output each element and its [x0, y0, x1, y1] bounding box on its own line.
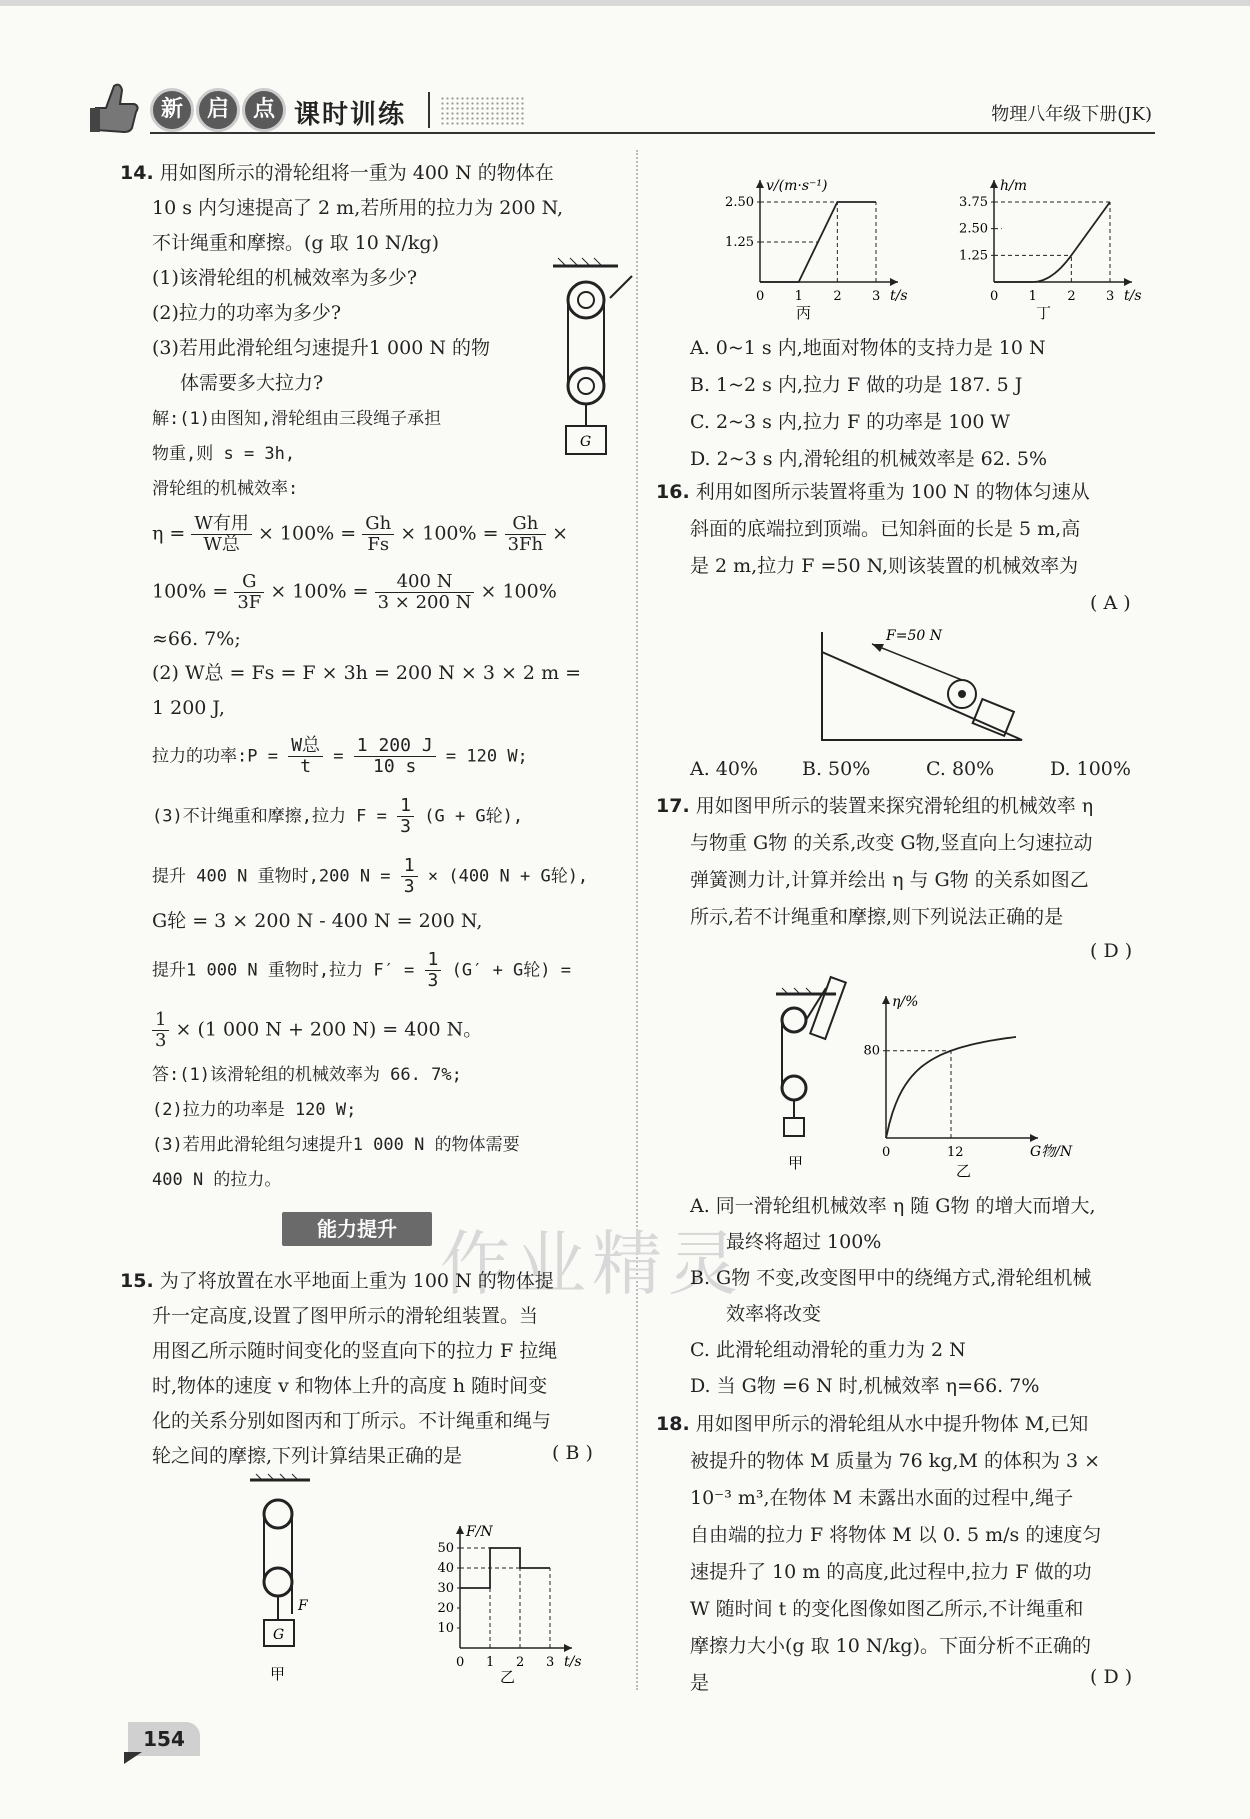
x-axis-label: G物/N: [1030, 1144, 1073, 1160]
q15-line: 用图乙所示随时间变化的竖直向下的拉力 F 拉绳: [152, 1340, 558, 1362]
q16-line: 利用如图所示装置将重为 100 N 的物体匀速从: [695, 481, 1090, 503]
q14-line: 用如图所示的滑轮组将一重为 400 N 的物体在: [159, 162, 554, 184]
q16-force-label: F=50 N: [886, 628, 942, 644]
q15-line: 升一定高度,设置了图甲所示的滑轮组装置。当: [152, 1305, 539, 1327]
q15-option-c[interactable]: C. 2~3 s 内,拉力 F 的功率是 100 W: [690, 411, 1011, 433]
text: 提升1 000 N 重物时,拉力 F′ =: [152, 960, 415, 981]
q17-option-b-cont: 效率将改变: [726, 1303, 822, 1325]
q15-text: [120, 1264, 557, 1474]
y-axis-label: F/N: [466, 1524, 493, 1540]
denominator: 3: [403, 876, 415, 897]
q14-number: 14.: [120, 162, 154, 184]
q17-option-b[interactable]: B. G物 不变,改变图甲中的绕绳方式,滑轮组机械: [690, 1267, 1092, 1289]
q17-option-a[interactable]: A. 同一滑轮组机械效率 η 随 G物 的增大而增大,: [690, 1195, 1096, 1217]
q16-number: 16.: [656, 481, 690, 503]
q15-label-F: F: [298, 1598, 308, 1614]
header-dots: [440, 96, 524, 126]
fraction: [425, 950, 442, 991]
q15-chart-bing: [716, 160, 906, 320]
y-tick-label: 40: [437, 1561, 454, 1576]
q14-power: [152, 736, 528, 777]
x-tick-label: 12: [947, 1145, 964, 1160]
header-separator: [428, 92, 430, 128]
q15-option-a[interactable]: A. 0~1 s 内,地面对物体的支持力是 10 N: [690, 337, 1046, 359]
q17-caption-jia: 甲: [788, 1154, 804, 1172]
fraction: [375, 572, 475, 613]
x-axis-label: t/s: [890, 288, 908, 304]
q14-fig-label: G: [580, 434, 592, 450]
operator: × 100% =: [257, 522, 357, 545]
q14-answers: [152, 1058, 520, 1198]
q17-line: 弹簧测力计,计算并绘出 η 与 G物 的关系如图乙: [690, 869, 1089, 891]
operator: ×: [552, 522, 569, 545]
x-tick-label: 1: [486, 1655, 495, 1670]
x-tick-label: 0: [756, 289, 765, 304]
q16-line: 是 2 m,拉力 F =50 N,则该装置的机械效率为: [690, 555, 1079, 577]
denominator: 3 × 200 N: [377, 592, 472, 613]
q14-approx: ≈66. 7%;: [152, 628, 241, 650]
q14-pulley-figure: [548, 258, 638, 458]
q15-line: 轮之间的摩擦,下列计算结果正确的是: [152, 1445, 463, 1467]
header-rule: [150, 132, 1155, 134]
series-line: [994, 202, 1110, 282]
q14-answer-line: 答:(1)该滑轮组的机械效率为 66. 7%;: [152, 1065, 462, 1085]
thumbs-up-icon: [88, 80, 140, 136]
numerator: W总: [288, 736, 323, 757]
q18-line: W 随时间 t 的变化图像如图乙所示,不计绳重和: [690, 1598, 1084, 1620]
top-border: [0, 0, 1250, 6]
q18-line: 自由端的拉力 F 将物体 M 以 0. 5 m/s 的速度匀: [690, 1524, 1102, 1546]
q15-fig-jia: [240, 1474, 320, 1684]
q17-option-c[interactable]: C. 此滑轮组动滑轮的重力为 2 N: [690, 1339, 966, 1361]
x-tick-label: 0: [990, 289, 999, 304]
q17-line: 与物重 G物 的关系,改变 G物,竖直向上匀速拉动: [690, 832, 1093, 854]
q15-chart-yi: [420, 1496, 600, 1686]
x-axis-arrow: [1124, 278, 1132, 286]
numerator: 1: [425, 950, 442, 971]
fraction: [397, 796, 414, 837]
numerator: 1 200 J: [354, 736, 436, 757]
q17-answer: ( D ): [1090, 940, 1133, 962]
eta-symbol: η =: [152, 522, 186, 545]
x-axis-arrow: [1030, 1134, 1038, 1142]
q15-answer: ( B ): [552, 1442, 593, 1464]
x-tick-label: 3: [546, 1655, 555, 1670]
y-tick-label: 3.75: [959, 195, 988, 210]
q16-option-d[interactable]: D. 100%: [1050, 758, 1131, 780]
text: × (1 000 N + 200 N) = 400 N。: [175, 1018, 483, 1041]
numerator: Gh: [362, 514, 394, 535]
y-axis-arrow: [882, 996, 890, 1004]
text: 提升 400 N 重物时,200 N =: [152, 866, 391, 887]
q18-answer: ( D ): [1090, 1666, 1133, 1688]
q14-eta-formula-2: [152, 572, 557, 613]
q18-line: 用如图甲所示的滑轮组从水中提升物体 M,已知: [695, 1413, 1089, 1435]
q14-work: [152, 656, 581, 726]
numerator: W有用: [191, 514, 252, 535]
y-tick-label: 2.50: [959, 221, 988, 237]
q15-number: 15.: [120, 1270, 154, 1292]
header-title: 课时训练: [294, 100, 407, 130]
denominator: 10 s: [373, 756, 417, 777]
text: 拉力的功率:P =: [152, 746, 278, 767]
text: (3)不计绳重和摩擦,拉力 F =: [152, 806, 387, 827]
y-tick-label: 1.25: [725, 235, 754, 250]
fraction: [234, 572, 264, 613]
q14-lift-400: [152, 856, 588, 897]
q14-line: (3)若用此滑轮组匀速提升1 000 N 的物: [152, 337, 491, 359]
q18-text: [656, 1406, 1101, 1702]
q14-eta-formula-1: [152, 514, 568, 555]
q15-option-b[interactable]: B. 1~2 s 内,拉力 F 做的功是 187. 5 J: [690, 374, 1023, 396]
q17-option-a-cont: 最终将超过 100%: [726, 1231, 882, 1253]
q15-options: [690, 330, 1047, 478]
q16-text: [656, 474, 1090, 585]
operator: × 100% =: [270, 580, 369, 603]
fraction: [362, 514, 394, 555]
denominator: 3: [400, 816, 411, 837]
q14-sol-line: 滑轮组的机械效率:: [152, 479, 299, 499]
q18-line: 10⁻³ m³,在物体 M 未露出水面的过程中,绳子: [690, 1487, 1074, 1509]
q17-fig-jia: [770, 976, 860, 1176]
q15-label-G: G: [273, 1627, 285, 1643]
y-axis-label: η/%: [892, 994, 919, 1010]
y-axis-arrow: [756, 180, 764, 188]
numerator: 1: [401, 856, 418, 877]
q14-answer-line: (2)拉力的功率是 120 W;: [152, 1100, 357, 1120]
x-axis-arrow: [890, 278, 898, 286]
section-title: 能力提升: [282, 1212, 432, 1246]
denominator: Fs: [367, 534, 390, 555]
q16-incline-figure: [812, 622, 1032, 752]
y-tick-label: 30: [437, 1581, 454, 1596]
fraction: [505, 514, 547, 555]
q15-caption-ding: 丁: [1036, 304, 1052, 322]
x-tick-label: 0: [456, 1655, 465, 1670]
fraction: [191, 514, 252, 555]
watermark: 作业精灵: [440, 1223, 744, 1305]
numerator: G: [234, 572, 264, 593]
y-tick-label: 10: [437, 1621, 454, 1636]
denominator: 3F: [237, 592, 262, 613]
y-tick-label: 80: [863, 1043, 880, 1059]
text: × (400 N + G轮),: [427, 866, 589, 887]
q15-chart-ding: [946, 160, 1142, 322]
q15-caption-bing: 丙: [796, 304, 812, 322]
fraction: [152, 1010, 169, 1051]
q18-number: 18.: [656, 1413, 690, 1435]
q14-lift-1000-result: [152, 1010, 482, 1051]
q14-answer-line: (3)若用此滑轮组匀速提升1 000 N 的物体需要: [152, 1135, 520, 1155]
q17-line: 用如图甲所示的装置来探究滑轮组的机械效率 η: [695, 795, 1094, 817]
text: = 120 W;: [445, 746, 528, 767]
y-axis-label: h/m: [1000, 178, 1028, 194]
text: (G′ + G轮) =: [451, 960, 571, 981]
q17-line: 所示,若不计绳重和摩擦,则下列说法正确的是: [690, 906, 1064, 928]
x-axis-arrow: [564, 1644, 572, 1652]
brand-badge-3: 点: [242, 88, 286, 132]
x-tick-label: 1: [1028, 289, 1037, 304]
q14-lift-1000: [152, 950, 571, 991]
q14-line: (1)该滑轮组的机械效率为多少?: [152, 267, 418, 289]
x-tick-label: 2: [833, 289, 842, 304]
q17-number: 17.: [656, 795, 690, 817]
numerator: Gh: [505, 514, 547, 535]
text: (G + G轮),: [424, 806, 524, 827]
fraction: [354, 736, 436, 777]
x-tick-label: 2: [516, 1655, 525, 1670]
q16-answer: ( A ): [1090, 592, 1131, 614]
operator: =: [333, 746, 344, 767]
denominator: W总: [203, 534, 240, 555]
brand-badge-2: 启: [196, 88, 240, 132]
x-tick-label: 0: [882, 1145, 891, 1160]
q14-line: 10 s 内匀速提高了 2 m,若所用的拉力为 200 N,: [152, 197, 564, 219]
operator: × 100% =: [400, 522, 499, 545]
numerator: 1: [152, 1010, 169, 1031]
q17-option-d[interactable]: D. 当 G物 =6 N 时,机械效率 η=66. 7%: [690, 1375, 1040, 1397]
q17-options: [690, 1188, 1096, 1404]
q15-line: 时,物体的速度 v 和物体上升的高度 h 随时间变: [152, 1375, 548, 1397]
x-tick-label: 3: [1106, 289, 1115, 304]
q17-chart-yi: [860, 990, 1080, 1180]
q14-sol-line: 解:(1)由图知,滑轮组由三段绳子承担: [152, 409, 442, 429]
q16-option-b[interactable]: B. 50%: [802, 758, 871, 780]
q14-line: 体需要多大拉力?: [180, 372, 324, 394]
y-axis-arrow: [990, 180, 998, 188]
q17-caption-yi: 乙: [956, 1162, 972, 1180]
y-axis-arrow: [456, 1526, 464, 1534]
y-tick-label: 50: [437, 1541, 454, 1556]
header-subject: 物理八年级下册(JK): [991, 104, 1152, 125]
q18-line: 是: [690, 1672, 710, 1694]
q14-answer-line: 400 N 的拉力。: [152, 1170, 282, 1190]
q14-sol-line: (2) W总 = Fs = F × 3h = 200 N × 3 × 2 m =: [152, 662, 582, 684]
q14-solution-intro: [152, 402, 441, 507]
q18-line: 摩擦力大小(g 取 10 N/kg)。下面分析不正确的: [690, 1635, 1091, 1657]
fraction: [401, 856, 418, 897]
q14-sol-line: 物重,则 s = 3h,: [152, 444, 296, 464]
y-tick-label: 1.25: [959, 248, 988, 264]
q14-force: [152, 796, 523, 837]
x-tick-label: 2: [1067, 289, 1076, 304]
q17-text: [656, 788, 1093, 936]
denominator: 3Fh: [507, 534, 544, 555]
x-tick-label: 3: [872, 289, 881, 304]
brand-badge-1: 新: [150, 88, 194, 132]
q18-line: 被提升的物体 M 质量为 76 kg,M 的体积为 3 ×: [690, 1450, 1101, 1472]
denominator: 3: [155, 1030, 167, 1051]
numerator: 400 N: [375, 572, 475, 593]
operator: 100% =: [152, 580, 229, 603]
x-tick-label: 1: [794, 289, 803, 304]
numerator: 1: [397, 796, 414, 817]
q15-line: 化的关系分别如图丙和丁所示。不计绳重和绳与: [152, 1410, 552, 1432]
denominator: 3: [427, 970, 439, 991]
fraction: [288, 736, 323, 777]
operator: × 100%: [480, 580, 557, 603]
q16-option-a[interactable]: A. 40%: [690, 758, 759, 780]
x-axis-label: t/s: [564, 1654, 582, 1670]
q15-caption-jia: 甲: [270, 1665, 286, 1683]
y-axis-label: v/(m·s⁻¹): [766, 178, 828, 194]
q15-option-d[interactable]: D. 2~3 s 内,滑轮组的机械效率是 62. 5%: [690, 448, 1048, 470]
q16-option-c[interactable]: C. 80%: [926, 758, 995, 780]
q18-line: 速提升了 10 m 的高度,此过程中,拉力 F 做的功: [690, 1561, 1092, 1583]
q14-glun: G轮 = 3 × 200 N - 400 N = 200 N,: [152, 910, 483, 932]
denominator: t: [300, 756, 312, 777]
q14-line: (2)拉力的功率为多少?: [152, 302, 342, 324]
y-tick-label: 20: [437, 1601, 454, 1616]
x-axis-label: t/s: [1124, 288, 1142, 304]
q14-sol-line: 1 200 J,: [152, 697, 225, 719]
page-corner-icon: [124, 1752, 144, 1766]
page-number: 154: [128, 1722, 200, 1756]
q16-line: 斜面的底端拉到顶端。已知斜面的长是 5 m,高: [690, 518, 1081, 540]
q15-line: 为了将放置在水平地面上重为 100 N 的物体提: [159, 1270, 554, 1292]
y-tick-label: 2.50: [725, 195, 754, 210]
q15-caption-yi: 乙: [500, 1668, 516, 1686]
q14-text: [120, 156, 563, 401]
q14-line: 不计绳重和摩擦。(g 取 10 N/kg): [152, 232, 439, 254]
